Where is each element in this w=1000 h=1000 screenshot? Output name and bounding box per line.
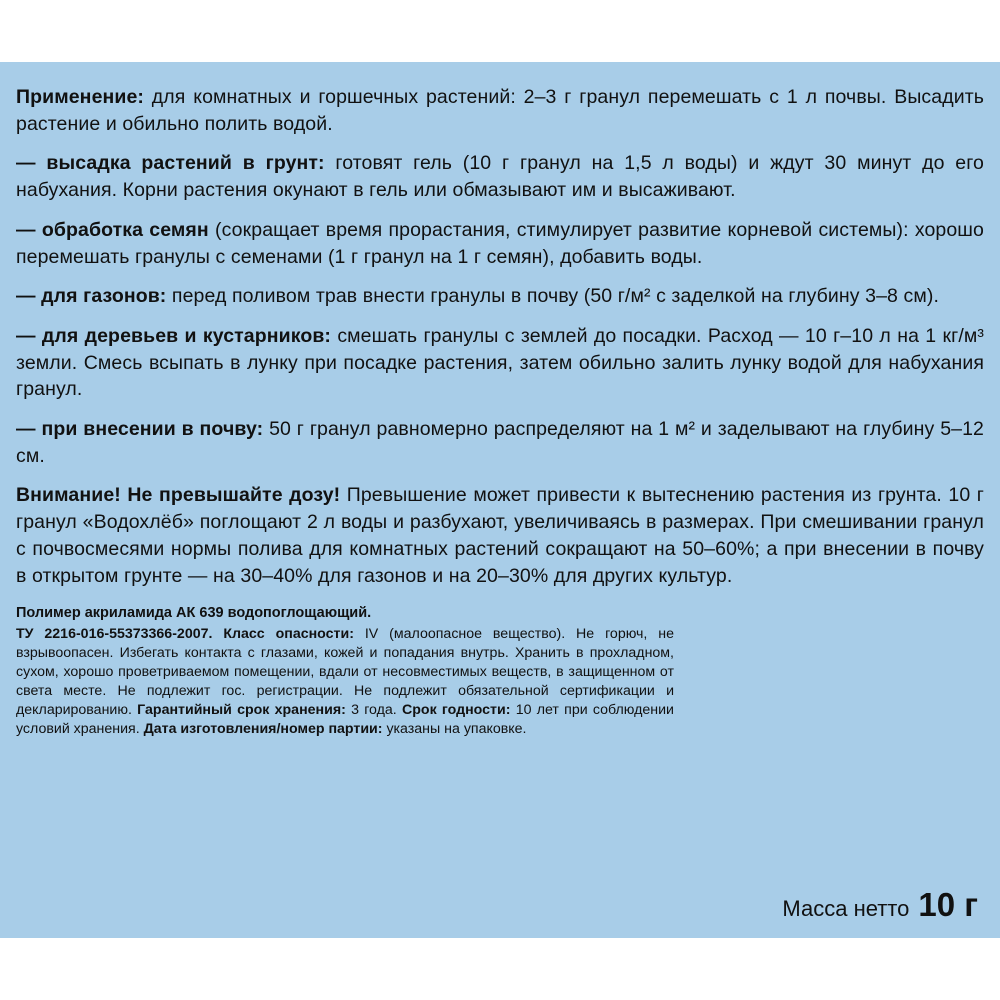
section-planting [16,150,984,203]
section-seed-treatment [16,217,984,270]
expiry-value: 10 лет при соблюдении условий хранения. [16,702,674,738]
manufacture-label: Дата изготовления/номер партии: [143,721,383,738]
section-planting-text: готовят гель (10 г гранул на 1,5 л воды) и ждут 30 минут до его набухания. Корни растения окунают в гель или обмазывают им и высаживают. [16,152,984,202]
section-trees-shrubs-text: смешать гранулы с землей до посадки. Расход — 10 г–10 л на 1 кг/м³ земли. Смесь всыпать в лунку при посадке растения, затем обильно залить лунку водой для набухания гранул. [16,324,984,401]
section-warning [16,482,984,589]
section-soil-application-dash: — [16,418,36,441]
regulatory-text [16,625,674,739]
section-warning-text: Превышение может привести к вытеснению растения из грунта. 10 г гранул «Водохлёб» поглощают 2 л воды и разбухают, увеличиваясь в размерах. При смешивании гранул с почвосмесями нормы полива для комнатных растений сокращают на 50–60%; а при внесении в почву в открытом грунте — на 30–40% для газонов и на 20–30% для других культур. [16,484,984,587]
section-trees-shrubs-heading: для деревьев и кустарников: [41,324,332,347]
section-planting-heading: высадка растений в грунт: [46,152,325,175]
section-lawns-heading: для газонов: [41,285,167,308]
section-trees-shrubs-dash: — [16,324,36,347]
section-seed-treatment-heading: обработка семян [41,218,209,241]
section-application-text: для комнатных и горшечных растений: 2–3 г гранул перемешать с 1 л почвы. Высадить растение и обильно полить водой. [16,86,984,135]
section-application-heading: Применение: [16,86,145,108]
hazard-label: Класс опасности: [223,626,354,643]
section-application [16,84,984,137]
net-mass-label: Масса нетто [782,896,910,921]
section-warning-heading: Внимание! Не превышайте дозу! [16,484,341,507]
expiry-label: Срок годности: [401,702,511,719]
product-label-panel [0,62,1000,938]
shelf-value: 3 года. [345,702,402,719]
section-soil-application-text: 50 г гранул равномерно распределяют на 1 м² и заделывают на глубину 5–12 см. [16,418,984,467]
section-planting-dash: — [16,152,36,175]
section-lawns-text: перед поливом трав внести гранулы в почву (50 г/м² с заделкой на глубину 3–8 см). [166,285,939,308]
manufacture-value: указаны на упаковке. [382,721,527,738]
composition-text: Полимер акриламида АК 639 водопоглощающий. [16,605,372,622]
section-soil-application-heading: при внесении в почву: [41,418,264,441]
section-seed-treatment-dash: — [16,218,36,241]
net-mass-value: 10 г [918,886,978,923]
hazard-value: IV (малоопасное вещество). Не горюч, не взрывоопасен. Избегать контакта с глазами, кожей и попадания внутрь. Хранить в прохладном, сухом, хорошо проветриваемом помещении, вдали от несовместимых веществ, в защищенном от света месте. Не подлежит гос. регистрации. Не подлежит обязательной сертификации и декларированию. [16,626,675,719]
section-soil-application [16,416,984,469]
spec-label: ТУ 2216-016-55373366-2007. [16,626,213,643]
net-mass [782,886,978,924]
section-trees-shrubs [16,323,984,403]
shelf-label: Гарантийный срок хранения: [137,702,346,719]
section-seed-treatment-text: (сокращает время прорастания, стимулирует развитие корневой системы): хорошо перемешать гранулы с семенами (1 г гранул на 1 г семян), добавить воды. [16,218,984,268]
fine-print-block [16,604,984,739]
section-lawns [16,283,984,310]
section-lawns-dash: — [16,285,36,308]
